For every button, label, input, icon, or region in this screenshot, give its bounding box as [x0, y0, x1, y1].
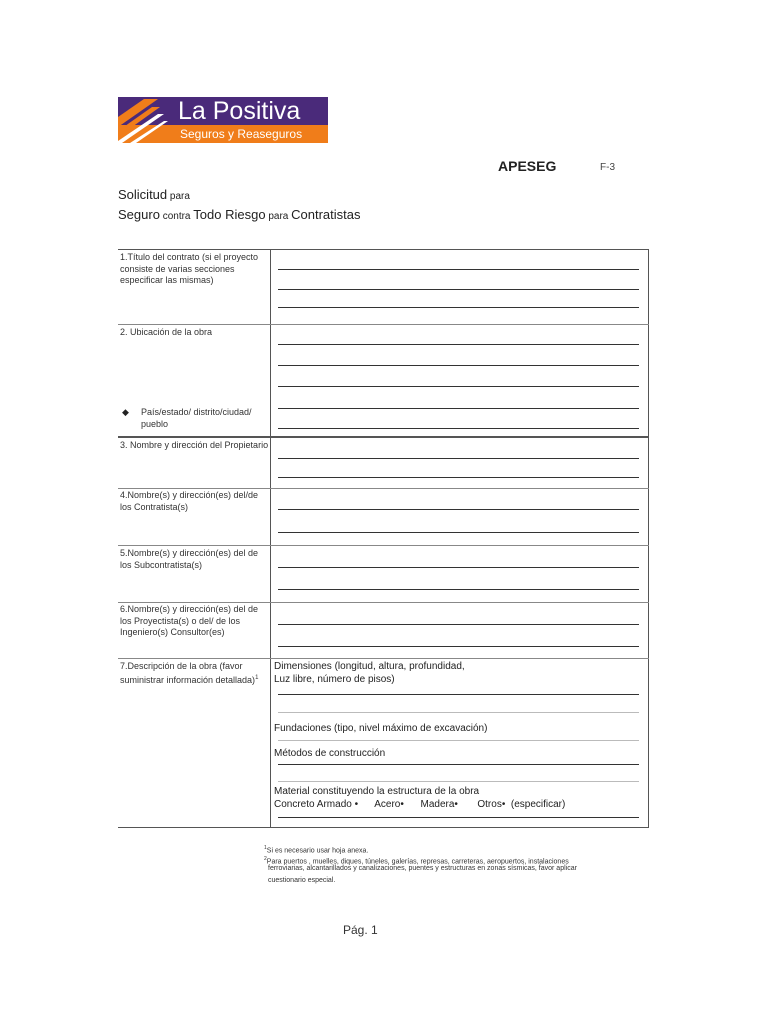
company-logo — [118, 97, 328, 143]
field-separator — [278, 781, 639, 782]
section-2-bullet-label: País/estado/ distrito/ciudad/ pueblo — [141, 407, 252, 429]
document-title-line-2 — [118, 207, 361, 222]
construction-methods-label: Métodos de construcción — [274, 748, 386, 759]
logo-tagline: Seguros y Reaseguros — [180, 127, 303, 141]
section-5-input-line[interactable] — [278, 567, 639, 568]
form-code: F-3 — [600, 162, 615, 173]
row-divider — [118, 488, 649, 489]
footnote-1 — [264, 844, 368, 855]
material-options[interactable]: Concreto Armado • Acero• Madera• Otros• (especificar) — [274, 799, 566, 810]
section-1-label: 1.Título del contrato (si el proyecto consiste de varias secciones especificar las mismas) — [120, 252, 259, 285]
footnote-marker: 1 — [255, 674, 259, 681]
field-separator — [278, 740, 639, 741]
footnote-text: Si es necesario usar hoja anexa. — [266, 847, 369, 855]
logo-stripes-icon — [118, 97, 178, 143]
section-7-label — [120, 661, 268, 686]
material-label: Material constituyendo la estructura de la obra — [274, 786, 480, 797]
section-5-input-line[interactable] — [278, 589, 639, 590]
row-divider — [118, 324, 649, 325]
row-divider — [118, 658, 649, 659]
row-divider — [118, 602, 649, 603]
org-label: APESEG — [498, 158, 557, 174]
section-3-input-line[interactable] — [278, 458, 639, 459]
section-2-input-line[interactable] — [278, 344, 639, 345]
section-4-label: 4.Nombre(s) y dirección(es) del/de los Contratista(s) — [120, 490, 259, 512]
bullet-icon: ◆ — [122, 407, 129, 417]
title-word: Contratistas — [291, 207, 361, 222]
section-4-input-line[interactable] — [278, 532, 639, 533]
footnote-2-line-2: ferroviarias, alcantarillados y canalizaciones, puentes y estructuras en zonas sísmicas, favor aplicar — [268, 865, 577, 872]
section-1-input-line[interactable] — [278, 289, 639, 290]
form-bottom-rule — [118, 827, 649, 828]
dimensions-label-line-1: Dimensiones (longitud, altura, profundidad, — [274, 661, 465, 672]
title-word: Todo Riesgo — [193, 207, 266, 222]
title-word: para — [265, 211, 292, 222]
section-5-label: 5.Nombre(s) y dirección(es) del de los Subcontratista(s) — [120, 548, 259, 570]
construction-methods-input-line[interactable] — [278, 764, 639, 765]
section-2-input-line[interactable] — [278, 428, 639, 429]
dimensions-label-line-2: Luz libre, número de pisos) — [274, 674, 395, 685]
foundations-label: Fundaciones (tipo, nivel máximo de excavación) — [274, 723, 488, 734]
logo-brand-name: La Positiva — [178, 97, 301, 125]
section-3-input-line[interactable] — [278, 477, 639, 478]
field-separator — [278, 712, 639, 713]
section-2-label: 2. Ubicación de la obra — [120, 327, 213, 337]
section-3-label: 3. Nombre y dirección del Propietario — [120, 440, 269, 450]
material-input-line[interactable] — [278, 817, 639, 818]
section-6-label: 6.Nombre(s) y dirección(es) del de los Proyectista(s) o del/ de los Ingeniero(s) Consultor(es) — [120, 604, 259, 637]
dimensions-input-line[interactable] — [278, 694, 639, 695]
page-number: Pág. 1 — [343, 923, 378, 937]
title-word: contra — [159, 211, 194, 222]
section-2-input-line[interactable] — [278, 386, 639, 387]
document-title-line-1 — [118, 187, 190, 202]
title-word: Solicitud — [118, 187, 168, 202]
section-4-input-line[interactable] — [278, 509, 639, 510]
footnote-marker: 2 — [264, 856, 267, 862]
section-1-input-line[interactable] — [278, 269, 639, 270]
section-7-label-text: 7.Descripción de la obra (favor suministrar información detallada) — [120, 661, 256, 685]
section-2-input-line[interactable] — [278, 365, 639, 366]
title-word: Seguro — [118, 207, 160, 222]
section-6-input-line[interactable] — [278, 624, 639, 625]
section-2-input-line[interactable] — [278, 408, 639, 409]
row-divider — [118, 436, 649, 438]
column-divider — [270, 249, 271, 828]
footnote-text: Para puertos , muelles, diques, túneles, galerías, represas, carreteras, aeropuertos, instalaciones — [266, 858, 569, 866]
section-1-input-line[interactable] — [278, 307, 639, 308]
row-divider — [118, 545, 649, 546]
section-6-input-line[interactable] — [278, 646, 639, 647]
title-word: para — [167, 191, 190, 202]
footnote-2-line-3: cuestionario especial. — [268, 877, 336, 884]
footnote-marker: 1 — [264, 845, 267, 851]
